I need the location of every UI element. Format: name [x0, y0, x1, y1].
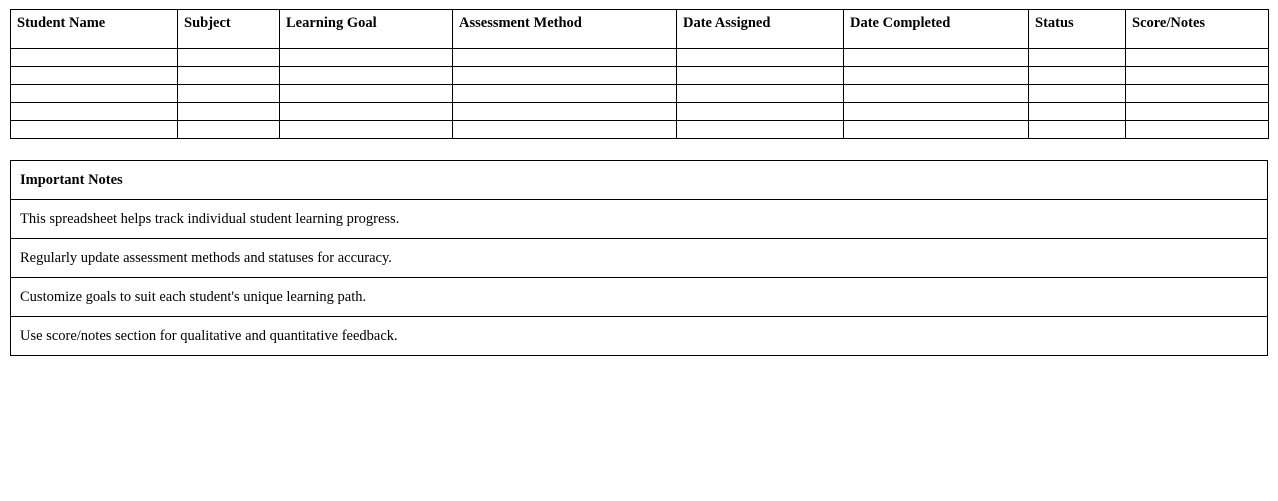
cell-subject[interactable]: [178, 67, 280, 85]
table-row[interactable]: [11, 49, 1269, 67]
cell-learning-goal[interactable]: [280, 85, 453, 103]
notes-header-row: [11, 161, 1268, 200]
cell-status[interactable]: [1029, 121, 1126, 139]
table-row[interactable]: [11, 121, 1269, 139]
column-header-student-name: Student Name: [11, 10, 178, 49]
table-row[interactable]: [11, 67, 1269, 85]
cell-student-name[interactable]: [11, 85, 178, 103]
cell-subject[interactable]: [178, 103, 280, 121]
table-row[interactable]: [11, 103, 1269, 121]
cell-learning-goal[interactable]: [280, 49, 453, 67]
cell-learning-goal[interactable]: [280, 121, 453, 139]
note-item: Customize goals to suit each student's unique learning path.: [11, 278, 1268, 317]
column-header-assessment-method: Assessment Method: [453, 10, 677, 49]
cell-date-assigned[interactable]: [677, 67, 844, 85]
table-row[interactable]: [11, 85, 1269, 103]
cell-assessment-method[interactable]: [453, 49, 677, 67]
note-item: This spreadsheet helps track individual student learning progress.: [11, 200, 1268, 239]
cell-learning-goal[interactable]: [280, 103, 453, 121]
student-learning-tracker-table: [10, 9, 1269, 139]
notes-row: [11, 239, 1268, 278]
notes-header-label: Important Notes: [11, 161, 1268, 200]
cell-date-completed[interactable]: [844, 103, 1029, 121]
cell-assessment-method[interactable]: [453, 67, 677, 85]
notes-row: [11, 200, 1268, 239]
cell-student-name[interactable]: [11, 67, 178, 85]
column-header-status: Status: [1029, 10, 1126, 49]
cell-date-assigned[interactable]: [677, 121, 844, 139]
cell-subject[interactable]: [178, 121, 280, 139]
cell-assessment-method[interactable]: [453, 85, 677, 103]
cell-score-notes[interactable]: [1126, 103, 1269, 121]
table-header-row: [11, 10, 1269, 49]
cell-status[interactable]: [1029, 103, 1126, 121]
note-item: Use score/notes section for qualitative and quantitative feedback.: [11, 317, 1268, 356]
cell-student-name[interactable]: [11, 121, 178, 139]
notes-row: [11, 317, 1268, 356]
cell-status[interactable]: [1029, 67, 1126, 85]
column-header-subject: Subject: [178, 10, 280, 49]
cell-learning-goal[interactable]: [280, 67, 453, 85]
cell-date-assigned[interactable]: [677, 103, 844, 121]
cell-subject[interactable]: [178, 49, 280, 67]
cell-subject[interactable]: [178, 85, 280, 103]
notes-row: [11, 278, 1268, 317]
column-header-date-assigned: Date Assigned: [677, 10, 844, 49]
important-notes-table: [10, 160, 1268, 356]
cell-assessment-method[interactable]: [453, 103, 677, 121]
note-item: Regularly update assessment methods and statuses for accuracy.: [11, 239, 1268, 278]
cell-date-completed[interactable]: [844, 121, 1029, 139]
cell-date-completed[interactable]: [844, 49, 1029, 67]
cell-student-name[interactable]: [11, 49, 178, 67]
column-header-score-notes: Score/Notes: [1126, 10, 1269, 49]
cell-score-notes[interactable]: [1126, 49, 1269, 67]
cell-score-notes[interactable]: [1126, 67, 1269, 85]
column-header-learning-goal: Learning Goal: [280, 10, 453, 49]
cell-score-notes[interactable]: [1126, 85, 1269, 103]
cell-status[interactable]: [1029, 49, 1126, 67]
cell-score-notes[interactable]: [1126, 121, 1269, 139]
cell-student-name[interactable]: [11, 103, 178, 121]
cell-date-completed[interactable]: [844, 85, 1029, 103]
cell-date-assigned[interactable]: [677, 85, 844, 103]
cell-assessment-method[interactable]: [453, 121, 677, 139]
cell-date-completed[interactable]: [844, 67, 1029, 85]
column-header-date-completed: Date Completed: [844, 10, 1029, 49]
cell-date-assigned[interactable]: [677, 49, 844, 67]
cell-status[interactable]: [1029, 85, 1126, 103]
